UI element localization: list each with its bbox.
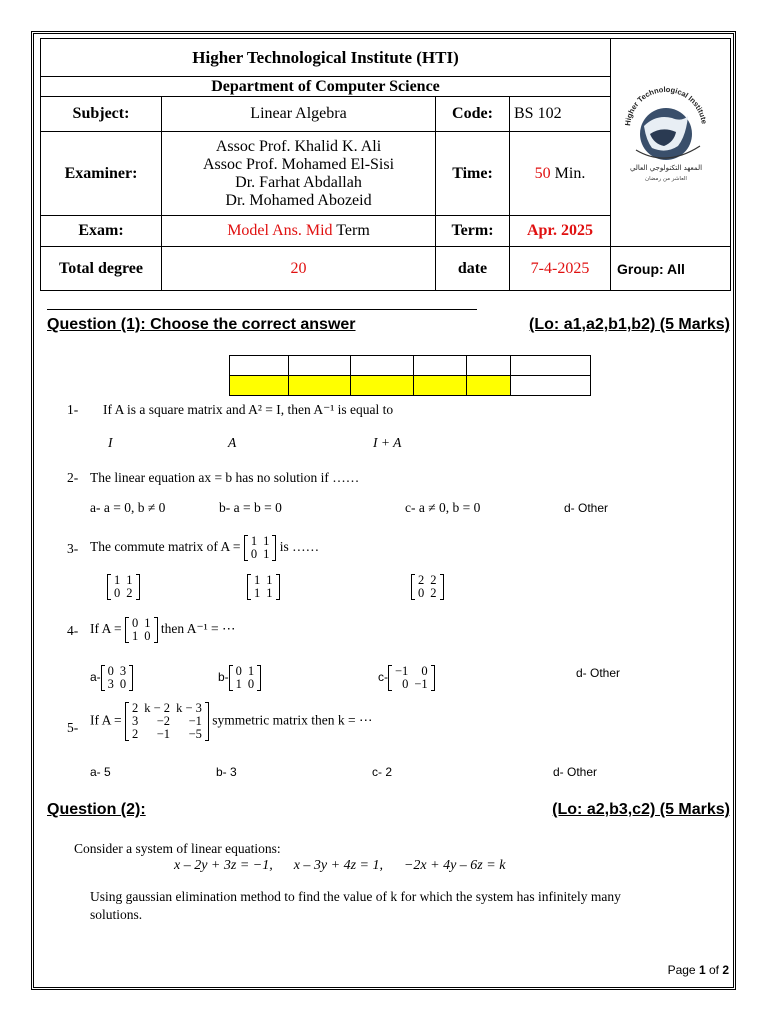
code-value: BS 102	[510, 97, 611, 132]
q1-item-4-text	[90, 617, 236, 643]
q1-item-1-option-a: I	[108, 435, 113, 450]
matrix: 1 1 1 1	[247, 574, 280, 600]
matrix: 1 1 0 2	[107, 574, 140, 600]
institute-logo	[616, 76, 716, 196]
institute-name: Higher Technological Institute (HTI)	[41, 39, 611, 77]
matrix: 2 2 0 2	[411, 574, 444, 600]
q1-item-5-option-d: d- Other	[553, 765, 598, 779]
answer-cell[interactable]	[230, 356, 289, 376]
total-degree-value: 20	[162, 247, 436, 291]
q1-item-2-option-c: c- a ≠ 0, b = 0	[405, 500, 481, 515]
logo-graphic	[616, 76, 716, 196]
option-letter: c-	[378, 670, 388, 685]
q1-item-4-option-c	[378, 665, 435, 691]
q1-item-1-text: If A is a square matrix and A² = I, then A⁻¹ is equal to	[103, 402, 394, 417]
q1-item-3-option-a	[107, 574, 140, 600]
exam-value-black: Term	[332, 222, 370, 239]
q1-item-5-num: 5-	[67, 720, 79, 735]
answer-table	[229, 355, 591, 396]
q1-item-3-text	[90, 535, 319, 561]
exam-label: Exam:	[41, 216, 162, 247]
answer-cell[interactable]	[414, 356, 467, 376]
logo-arabic-subtext: العاشر من رمضان	[645, 176, 687, 182]
code-label: Code:	[436, 97, 510, 132]
q1-item-1-option-b: A	[228, 435, 237, 450]
logo-arabic-text: المعهد التكنولوجي العالي	[629, 164, 703, 172]
department-name: Department of Computer Science	[41, 77, 611, 97]
exam-value	[162, 216, 436, 247]
examiner-1: Assoc Prof. Khalid K. Ali	[215, 137, 382, 155]
matrix: 0 1 1 0	[229, 665, 262, 691]
separator-line	[47, 309, 477, 310]
matrix: 0 1 1 0	[125, 617, 158, 643]
q2-equations: x – 2y + 3z = −1, x – 3y + 4z = 1, −2x + 4y – 6z = k	[174, 858, 506, 873]
page-number	[668, 963, 729, 977]
matrix: −1 0 0 −1	[388, 665, 435, 691]
q2-title: Question (2):	[47, 801, 146, 818]
q1-item-2-text: The linear equation ax = b has no solution if ……	[90, 470, 360, 485]
q1-title: Question (1): Choose the correct answer	[47, 316, 356, 333]
q1-item-1-num: 1-	[67, 402, 79, 417]
option-letter: b-	[218, 670, 229, 685]
answer-cell-highlight[interactable]	[351, 376, 414, 396]
q1-item-4-option-b	[218, 665, 261, 691]
q1-item-5-post: symmetric matrix then k = ⋯	[212, 712, 373, 728]
answer-cell-highlight[interactable]	[467, 376, 511, 396]
term-label: Term:	[436, 216, 510, 247]
q1-item-2-option-d: d- Other	[564, 501, 609, 515]
date-label: date	[436, 247, 510, 291]
q1-item-5-option-a: a- 5	[90, 765, 111, 779]
page-current: 1	[698, 963, 706, 977]
answer-cell-highlight[interactable]	[414, 376, 467, 396]
q1-item-3-option-c	[411, 574, 444, 600]
q2-intro: Consider a system of linear equations:	[74, 841, 281, 856]
q1-item-5-option-b: b- 3	[216, 765, 237, 779]
q1-item-4-pre: If A =	[90, 621, 122, 637]
examiner-4: Dr. Mohamed Abozeid	[225, 191, 372, 209]
matrix: 0 3 3 0	[101, 665, 134, 691]
q1-item-5-pre: If A =	[90, 712, 122, 728]
q1-item-4-post: then A⁻¹ = ⋯	[160, 621, 236, 637]
examiner-label: Examiner:	[41, 132, 162, 216]
q2-marks: (Lo: a2,b3,c2) (5 Marks)	[552, 801, 730, 818]
examiner-3: Dr. Farhat Abdallah	[235, 173, 362, 191]
q1-item-2-option-a: a- a = 0, b ≠ 0	[90, 500, 166, 515]
q1-item-5-option-c: c- 2	[372, 765, 393, 779]
page-total: 2	[722, 963, 729, 977]
q1-item-3-post: is ……	[279, 539, 320, 555]
time-value	[510, 132, 611, 216]
q1-item-5-text	[90, 702, 372, 741]
q1-item-3-num: 3-	[67, 541, 79, 556]
exam-value-red: Model Ans. Mid	[227, 222, 333, 239]
time-unit: Min.	[550, 164, 586, 182]
page-mid: of	[705, 963, 723, 977]
logo-arc-text: Higher Technological Institute	[623, 84, 709, 127]
q1-item-3-option-b	[247, 574, 280, 600]
q1-item-2-option-b: b- a = b = 0	[219, 500, 282, 515]
option-letter: a-	[90, 670, 101, 685]
q1-item-4-option-a	[90, 665, 133, 691]
q2-task-line-1: Using gaussian elimination method to find the value of k for which the system has infinitely many	[90, 889, 621, 904]
answer-cell[interactable]	[511, 356, 591, 376]
q1-item-3-pre: The commute matrix of A =	[90, 539, 241, 555]
q1-item-1-option-c: I + A	[373, 435, 402, 450]
examiner-list	[162, 132, 436, 216]
group-label: Group: All	[611, 247, 731, 291]
answer-cell-highlight[interactable]	[289, 376, 351, 396]
time-label: Time:	[436, 132, 510, 216]
q1-item-4-num: 4-	[67, 623, 79, 638]
matrix: 1 1 0 1	[244, 535, 277, 561]
q1-item-4-option-d: d- Other	[576, 666, 621, 680]
q1-marks: (Lo: a1,a2,b1,b2) (5 Marks)	[529, 316, 730, 333]
answer-cell[interactable]	[467, 356, 511, 376]
subject-value: Linear Algebra	[162, 97, 436, 132]
term-value: Apr. 2025	[510, 216, 611, 247]
page-prefix: Page	[667, 963, 699, 977]
examiner-2: Assoc Prof. Mohamed El-Sisi	[202, 155, 395, 173]
answer-cell[interactable]	[351, 356, 414, 376]
q1-item-2-num: 2-	[67, 470, 79, 485]
answer-cell[interactable]	[289, 356, 351, 376]
q2-task-line-2: solutions.	[90, 907, 143, 922]
subject-label: Subject:	[41, 97, 162, 132]
total-degree-label: Total degree	[41, 247, 162, 291]
time-number: 50	[534, 164, 551, 182]
matrix: 2 k − 2 k − 3 3 −2 −1 2 −1 −5	[125, 702, 209, 741]
date-value: 7-4-2025	[510, 247, 611, 291]
answer-cell[interactable]	[511, 376, 591, 396]
answer-cell-highlight[interactable]	[230, 376, 289, 396]
